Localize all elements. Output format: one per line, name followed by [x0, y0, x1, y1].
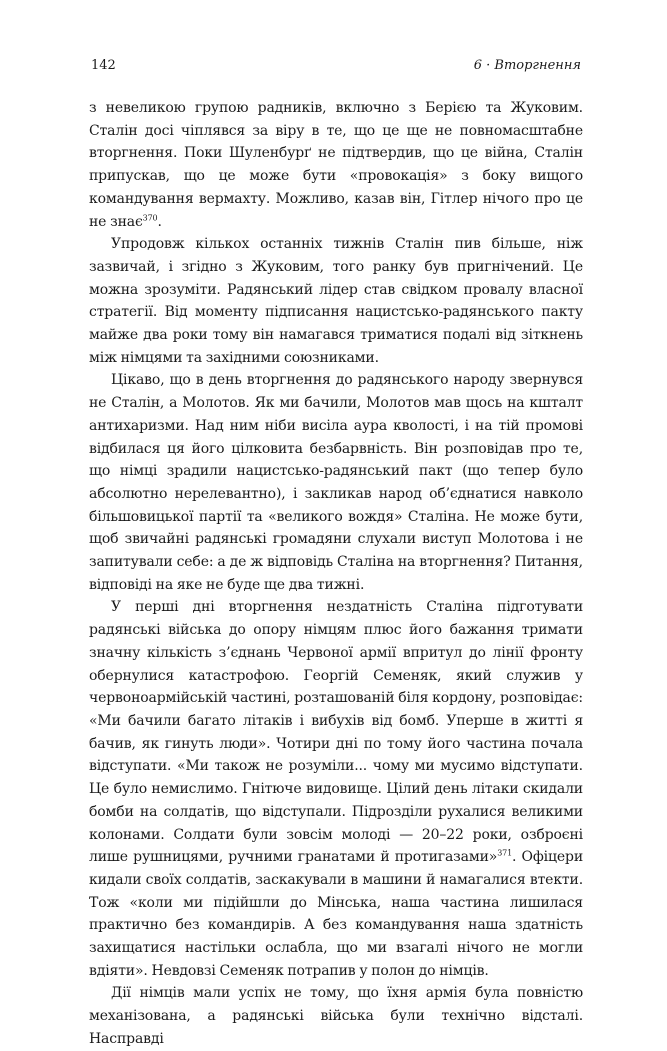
- paragraph-text: з невеликою групою радників, включно з Берією та Жуковим. Сталін досі чіплявся за віру в те, що це ще не повномасштабне вторгнення. Поки Шуленбурґ не підтвердив, що це війна, Сталін припускав, що це може бути «провокація» з боку вищого командування вермахту. Можливо, казав він, Гітлер нічого про це не знає: [89, 100, 583, 230]
- paragraph-text: Дії німців мали успіх не тому, що їхня армія була повністю механізована, а радянські війська були технічно відсталі. Насправді: [89, 985, 583, 1047]
- paragraph: з невеликою групою радників, включно з Берією та Жуковим. Сталін досі чіплявся за віру в те, що це ще не повномасштабне вторгнення. Поки Шуленбурґ не підтвердив, що це війна, Сталін припускав, що це може бути «провокація» з боку вищого командування вермахту. Можливо, казав він, Гітлер нічого про це не знає$^{370}$.: [89, 100, 583, 230]
- paragraph: [89, 596, 583, 982]
- paragraph: [89, 233, 583, 369]
- paragraph-text: Цікаво, що в день вторгнення до радянського народу звернувся не Сталін, а Молотов. Як ми бачили, Молотов мав щось на кшталт антихаризми. Над ним ніби висіла аура кволості, і на тій промові відбилася ця його цілковита безбарвність. Він розповідав про те, що німці зрадили нацистсько-радянський пакт (що тепер було абсолютно нерелевантно), і закликав народ об’єднатися навколо більшовицької партії та «великого вождя» Сталіна. Не може бути, щоб звичайні радянські громадяни слухали виступ Молотова і не запитували себе: а де ж відповідь Сталіна на вторгнення? Питання, відповіді на яке не буде ще два тижні.: [89, 372, 583, 593]
- paragraph: [89, 369, 583, 596]
- footnote-ref[interactable]: 370: [142, 212, 158, 222]
- chapter-title: 6 · Вторгнення: [473, 58, 581, 73]
- paragraph-text: Упродовж кількох останніх тижнів Сталін пив більше, ніж зазвичай, і згідно з Жуковим, того ранку був пригнічений. Це можна зрозуміти. Радянський лідер став свідком провалу власної стратегії. Від моменту підписання нацистсько-радянського пакту майже два роки тому він намагався триматися подалі від зіткнень між німцями та західними союзниками.: [89, 236, 583, 366]
- page-number: 142: [91, 58, 116, 73]
- body-text: [89, 97, 583, 1051]
- footnote-ref[interactable]: 371: [497, 848, 513, 858]
- running-header: [91, 58, 581, 78]
- paragraph-text: . Офіцери кидали своїх солдатів, заскакували в машини й намагалися втекти. Тож «коли ми підійшли до Мінська, наша частина лишилася практично без командирів. А без командування наша здатність захищатися настільки ослабла, що ми взагалі нічого не могли вдіяти». Невдовзі Семеняк потрапив у полон до німців.: [89, 849, 583, 979]
- paragraph-text: У перші дні вторгнення нездатність Сталіна підготувати радянські війська до опору німцям плюс його бажання тримати значну кількість з’єднань Червоної армії впритул до лінії фронту обернулися катастрофою. Георгій Семеняк, який служив у червоноармійській частині, розташованій біля кордону, розповідає: «Ми бачили багато літаків і вибухів від бомб. Уперше в житті я бачив, як гинуть люди». Чотири дні по тому його частина почала відступати. «Ми також не розуміли... чому ми мусимо відступати. Це було немислимо. Гнітюче видовище. Цілий день літаки скидали бомби на солдатів, що відступали. Підрозділи рухалися великими колонами. Солдати були зовсім молоді — 20–22 роки, озброєні лише рушницями, ручними гранатами й протигазами»: [89, 599, 583, 866]
- paragraph: [89, 982, 583, 1050]
